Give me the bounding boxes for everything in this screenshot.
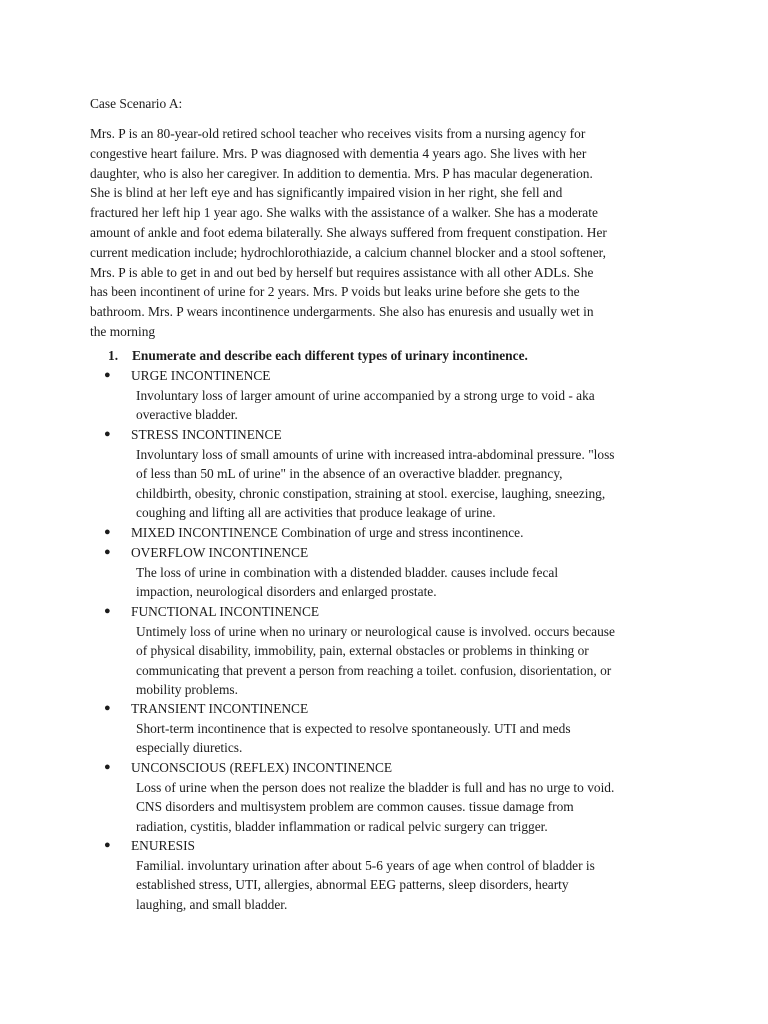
item-description-line: radiation, cystitis, bladder inflammation or radical pelvic surgery can trigger.	[136, 818, 548, 834]
item-description-line: The loss of urine in combination with a distended bladder. causes include fecal	[136, 564, 559, 580]
scenario-line: Mrs. P is an 80-year-old retired school teacher who receives visits from a nursing agency for	[90, 126, 586, 141]
item-description-line: laughing, and small bladder.	[136, 896, 288, 912]
scenario-line: the morning	[90, 324, 156, 339]
item-description-line: coughing and lifting all are activities that produce leakage of urine.	[136, 505, 496, 521]
bullet-icon: ●	[104, 369, 111, 381]
scenario-line: bathroom. Mrs. P wears incontinence undergarments. She also has enuresis and usually wet in	[90, 304, 594, 320]
scenario-line: congestive heart failure. Mrs. P was diagnosed with dementia 4 years ago. She lives with her	[90, 145, 587, 161]
question-text: Enumerate and describe each different types of urinary incontinence.	[132, 348, 528, 363]
item-description-line: communicating that prevent a person from reaching a toilet. confusion, disorientation, or	[136, 662, 612, 678]
item-heading: STRESS INCONTINENCE	[131, 427, 282, 442]
item-description-line: Short-term incontinence that is expected to resolve spontaneously. UTI and meds	[136, 720, 571, 736]
scenario-line: fractured her left hip 1 year ago. She walks with the assistance of a walker. She has a moderate	[90, 205, 598, 221]
item-description-line: Involuntary loss of larger amount of urine accompanied by a strong urge to void - aka	[136, 387, 595, 403]
item-heading: URGE INCONTINENCE	[131, 368, 271, 383]
item-description-line: childbirth, obesity, chronic constipation, straining at stool. exercise, laughing, sneezing,	[136, 485, 606, 501]
scenario-line: She is blind at her left eye and has significantly impaired vision in her right, she fell and	[90, 185, 563, 201]
question-number: 1.	[108, 348, 119, 363]
item-description-line: CNS disorders and multisystem problem are common causes. tissue damage from	[136, 799, 574, 815]
item-description-line: Familial. involuntary urination after about 5-6 years of age when control of bladder is	[136, 857, 595, 873]
item-description-line: impaction, neurological disorders and enlarged prostate.	[136, 584, 437, 600]
item-description-line: established stress, UTI, allergies, abnormal EEG patterns, sleep disorders, hearty	[136, 877, 569, 893]
scenario-line: daughter, who is also her caregiver. In addition to dementia. Mrs. P has macular degeneration.	[90, 165, 593, 181]
bullet-icon: ●	[104, 546, 111, 558]
item-description-line: Untimely loss of urine when no urinary or neurological cause is involved. occurs because	[136, 623, 615, 639]
item-heading: MIXED INCONTINENCE Combination of urge and stress incontinence.	[131, 525, 524, 540]
item-description-line: especially diuretics.	[136, 740, 243, 756]
bullet-icon: ●	[104, 526, 111, 538]
item-description-line: Loss of urine when the person does not realize the bladder is full and has no urge to void.	[136, 779, 615, 795]
item-description-line: of physical disability, immobility, pain, external obstacles or problems in thinking or	[136, 643, 589, 659]
item-heading: FUNCTIONAL INCONTINENCE	[131, 604, 320, 619]
bullet-icon: ●	[104, 605, 111, 617]
scenario-line: Mrs. P is able to get in and out bed by herself but requires assistance with all other ADLs. She	[90, 264, 594, 280]
item-heading: UNCONSCIOUS (REFLEX) INCONTINENCE	[131, 760, 393, 775]
item-description-line: mobility problems.	[136, 682, 238, 698]
item-description-line: Involuntary loss of small amounts of urine with increased intra-abdominal pressure. "loss	[136, 446, 615, 462]
bullet-icon: ●	[104, 761, 111, 773]
bullet-icon: ●	[104, 428, 111, 440]
bullet-icon: ●	[104, 839, 111, 851]
item-heading: TRANSIENT INCONTINENCE	[131, 701, 309, 716]
item-heading: ENURESIS	[131, 838, 195, 853]
item-heading: OVERFLOW INCONTINENCE	[131, 545, 309, 560]
item-description-line: of less than 50 mL of urine" in the absence of an overactive bladder. pregnancy,	[136, 466, 563, 482]
scenario-line: has been incontinent of urine for 2 years. Mrs. P voids but leaks urine before she gets to the	[90, 284, 580, 300]
case-title: Case Scenario A:	[90, 96, 183, 111]
scenario-line: current medication include; hydrochlorothiazide, a calcium channel blocker and a stool softener,	[90, 244, 606, 260]
scenario-line: amount of ankle and foot edema bilaterally. She always suffered from frequent constipation. Her	[90, 225, 607, 240]
bullet-icon: ●	[104, 702, 111, 714]
item-description-line: overactive bladder.	[136, 407, 238, 423]
